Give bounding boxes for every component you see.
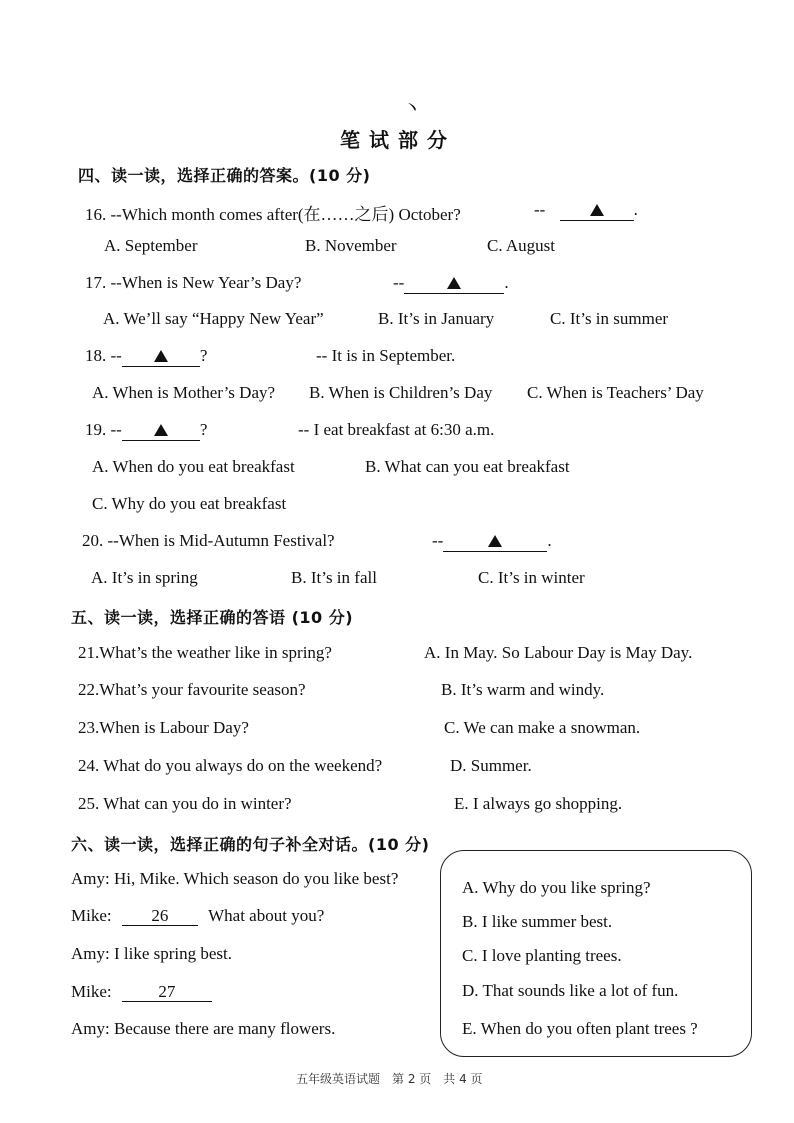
- answer-option-d[interactable]: D. Summer.: [450, 756, 532, 775]
- q16-option-b[interactable]: B. November: [305, 236, 397, 255]
- q17-dash: --: [393, 273, 405, 292]
- answer-option-a[interactable]: A. In May. So Labour Day is May Day.: [424, 643, 693, 662]
- q19-number: 19.: [85, 420, 107, 439]
- q19-dash: --: [110, 420, 122, 439]
- q19-question: [85, 420, 207, 441]
- box-option-e[interactable]: E. When do you often plant trees ?: [462, 1019, 698, 1038]
- section4-heading: 四、读一读，选择正确的答案。(10 分): [78, 166, 371, 185]
- q19-option-a[interactable]: A. When do you eat breakfast: [92, 457, 295, 476]
- q17-option-a[interactable]: A. We’ll say “Happy New Year”: [103, 309, 324, 328]
- q16-text: --Which month comes after(在……之后) October?: [110, 205, 461, 224]
- q16-number: 16.: [85, 205, 107, 224]
- q20-option-b[interactable]: B. It’s in fall: [291, 568, 377, 587]
- q17-question: [85, 273, 301, 293]
- dialog-line-2-rest: What about you?: [208, 906, 325, 925]
- q24-question: 24. What do you always do on the weekend?: [78, 756, 383, 775]
- q18-option-c[interactable]: C. When is Teachers’ Day: [527, 383, 704, 402]
- q20-option-a[interactable]: A. It’s in spring: [91, 568, 198, 587]
- q19-end: ?: [199, 420, 208, 439]
- q19-blank[interactable]: [122, 422, 200, 441]
- q16-dash: --: [534, 200, 546, 219]
- box-option-a[interactable]: A. Why do you like spring?: [462, 878, 651, 897]
- q18-end: ?: [199, 346, 208, 365]
- q19-answer: -- I eat breakfast at 6:30 a.m.: [298, 420, 495, 439]
- q17-blank[interactable]: [404, 275, 504, 294]
- q18-question: [85, 346, 207, 367]
- triangle-icon: [590, 204, 604, 216]
- box-option-d[interactable]: D. That sounds like a lot of fun.: [462, 981, 679, 1000]
- triangle-icon: [154, 350, 168, 362]
- q19-option-b[interactable]: B. What can you eat breakfast: [365, 457, 570, 476]
- q20-number: 20.: [82, 531, 104, 550]
- q22-question: 22.What’s your favourite season?: [78, 680, 306, 699]
- triangle-icon: [488, 535, 502, 547]
- q20-answer-line: [432, 531, 552, 552]
- section5-heading: 五、读一读，选择正确的答语 (10 分): [71, 608, 354, 627]
- q17-answer-line: [393, 273, 509, 294]
- ink-mark: 丶: [402, 98, 422, 120]
- q25-question: 25. What can you do in winter?: [78, 794, 292, 813]
- q23-question: 23.When is Labour Day?: [78, 718, 249, 737]
- box-option-b[interactable]: B. I like summer best.: [462, 912, 613, 931]
- q20-option-c[interactable]: C. It’s in winter: [478, 568, 585, 587]
- q18-blank[interactable]: [122, 348, 200, 367]
- q21-question: 21.What’s the weather like in spring?: [78, 643, 332, 662]
- triangle-icon: [154, 424, 168, 436]
- dialog-line-2: [71, 906, 324, 926]
- page-title: 笔试部分: [340, 128, 456, 152]
- q20-blank[interactable]: [443, 533, 547, 552]
- q16-question: [85, 200, 461, 225]
- q19-option-c[interactable]: C. Why do you eat breakfast: [92, 494, 287, 513]
- q20-text: --When is Mid-Autumn Festival?: [107, 531, 335, 550]
- answer-option-c[interactable]: C. We can make a snowman.: [444, 718, 641, 737]
- section6-heading: 六、读一读，选择正确的句子补全对话。(10 分): [71, 835, 430, 854]
- q17-text: --When is New Year’s Day?: [110, 273, 302, 292]
- triangle-icon: [447, 277, 461, 289]
- q16-option-a[interactable]: A. September: [104, 236, 198, 255]
- answer-option-e[interactable]: E. I always go shopping.: [454, 794, 623, 813]
- q20-end: .: [547, 531, 552, 550]
- blank-27[interactable]: 27: [122, 983, 212, 1002]
- q17-option-b[interactable]: B. It’s in January: [378, 309, 495, 328]
- q16-answer-line: [534, 200, 638, 221]
- q16-blank[interactable]: [560, 202, 634, 221]
- q17-end: .: [504, 273, 509, 292]
- page-footer: 五年级英语试题 第 2 页 共 4 页: [296, 1072, 483, 1086]
- dialog-speaker: Mike:: [71, 982, 112, 1001]
- box-option-c[interactable]: C. I love planting trees.: [462, 946, 622, 965]
- answer-option-b[interactable]: B. It’s warm and windy.: [441, 680, 605, 699]
- dialog-line-4: [71, 982, 212, 1002]
- q17-option-c[interactable]: C. It’s in summer: [550, 309, 669, 328]
- q18-option-b[interactable]: B. When is Children’s Day: [309, 383, 493, 402]
- dialog-line-5: Amy: Because there are many flowers.: [71, 1019, 336, 1038]
- q20-question: [82, 531, 335, 551]
- q20-dash: --: [432, 531, 444, 550]
- dialog-line-3: Amy: I like spring best.: [71, 944, 233, 963]
- dialog-line-1: Amy: Hi, Mike. Which season do you like best?: [71, 869, 399, 888]
- q16-option-c[interactable]: C. August: [487, 236, 556, 255]
- q18-number: 18.: [85, 346, 107, 365]
- q18-option-a[interactable]: A. When is Mother’s Day?: [92, 383, 276, 402]
- q16-end: .: [633, 200, 638, 219]
- q18-answer: -- It is in September.: [316, 346, 456, 365]
- blank-26[interactable]: 26: [122, 907, 198, 926]
- dialog-speaker: Mike:: [71, 906, 112, 925]
- q18-dash: --: [110, 346, 122, 365]
- q17-number: 17.: [85, 273, 107, 292]
